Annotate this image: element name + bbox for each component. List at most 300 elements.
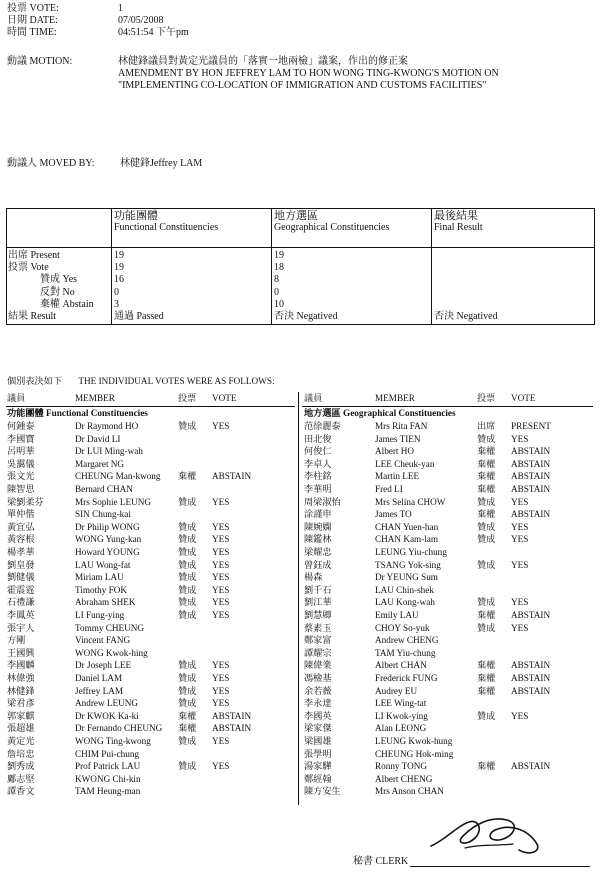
table-border-right (594, 208, 595, 325)
member-name-chinese: 何鍾泰 (7, 421, 35, 431)
clerk-signature (425, 800, 550, 862)
vote-chinese: 贊成 (477, 622, 496, 633)
member-name-chinese: 鄺志堅 (7, 773, 35, 784)
member-row (7, 773, 295, 786)
member-row (7, 722, 295, 735)
member-row (7, 785, 295, 798)
member-name-chinese: 梁君彥 (7, 698, 35, 709)
member-row (304, 773, 594, 786)
member-name-english: Mrs Selina CHOW (375, 496, 446, 507)
vote-english: YES (511, 496, 529, 507)
member-name-chinese: 黃定光 (7, 736, 35, 746)
member-row (304, 710, 594, 723)
vote-chinese: 贊成 (477, 597, 496, 608)
member-name-chinese: 劉千石 (304, 584, 332, 595)
mover-label: 動議人 MOVED BY: (7, 158, 95, 169)
vote-chinese: 贊成 (477, 559, 496, 570)
vote-english: YES (511, 559, 529, 570)
member-row (7, 521, 295, 534)
member-row (7, 622, 295, 635)
member-name-english: Mrs Anson CHAN (375, 786, 444, 797)
member-name-english: CHAN Yuen-han (375, 521, 439, 532)
member-name-english: LAU Kong-wah (375, 597, 435, 608)
vote-chinese: 棄權 (477, 660, 496, 671)
vote-chinese: 棄權 (178, 471, 197, 482)
member-row (304, 634, 594, 647)
member-name-english: Dr David LI (75, 433, 121, 444)
member-name-english: Albert HO (375, 446, 415, 457)
vote-chinese: 贊成 (178, 534, 197, 545)
member-row (304, 521, 594, 534)
member-name-english: Ronny TONG (375, 761, 427, 772)
vote-english: YES (511, 534, 529, 545)
vote-english: ABSTAIN (511, 610, 551, 620)
member-name-chinese: 梁耀忠 (304, 547, 332, 557)
vote-english: ABSTAIN (511, 484, 551, 494)
vote-english: YES (212, 685, 230, 696)
member-name-chinese: 梁國雄 (304, 736, 332, 746)
vote-english: YES (212, 521, 230, 532)
vote-english: ABSTAIN (511, 509, 551, 520)
member-row (7, 735, 295, 748)
vote-chinese: 棄權 (477, 509, 496, 520)
row-abstain-gc: 10 (274, 299, 284, 310)
row-result-final: 否決 Negatived (434, 311, 498, 322)
member-name-chinese: 陳智思 (7, 484, 35, 494)
member-name-english: Bernard CHAN (75, 484, 133, 494)
vote-chinese: 棄權 (477, 761, 496, 772)
member-name-english: Miriam LAU (75, 572, 124, 583)
row-abstain-fc: 3 (114, 299, 119, 310)
vote-chinese: 贊成 (178, 610, 197, 620)
member-name-english: KWONG Chi-kin (75, 773, 141, 784)
member-name-chinese: 李國麟 (7, 660, 35, 671)
vote-english: YES (511, 521, 529, 532)
member-row (304, 546, 594, 559)
vote-english: YES (212, 761, 230, 772)
vote-chinese: 棄權 (477, 458, 496, 469)
member-row (304, 722, 594, 735)
mover-name: 林健鋒Jeffrey LAM (120, 158, 203, 169)
member-name-english: LEUNG Yiu-chung (375, 547, 447, 557)
vote-chinese: 贊成 (178, 559, 197, 570)
vote-chinese: 贊成 (178, 736, 197, 746)
member-name-english: Audrey EU (375, 685, 418, 696)
member-name-chinese: 張文光 (7, 471, 35, 482)
member-row (7, 596, 295, 609)
motion-title-chinese: 林健鋒議員對黃定光議員的「落實一地兩檢」議案，作出的修正案 (118, 56, 408, 67)
member-name-chinese: 陳婉嫻 (304, 521, 332, 532)
member-name-chinese: 吳靄儀 (7, 458, 35, 469)
member-name-english: WONG Ting-kwong (75, 736, 151, 746)
member-name-chinese: 蔡素玉 (304, 622, 332, 633)
member-name-chinese: 何俊仁 (304, 446, 332, 457)
member-name-english: LAU Chin-shek (375, 584, 434, 595)
member-name-english: Emily LAU (375, 610, 419, 620)
member-name-english: CHOY So-yuk (375, 622, 430, 633)
vote-chinese: 贊成 (178, 685, 197, 696)
lists-divider (298, 392, 299, 805)
vote-chinese: 贊成 (477, 710, 496, 721)
vote-chinese: 贊成 (178, 496, 197, 507)
member-row (7, 433, 295, 446)
member-name-chinese: 劉秀成 (7, 761, 35, 772)
member-name-chinese: 陳偉業 (304, 660, 332, 671)
vote-english: ABSTAIN (511, 471, 551, 482)
member-name-english: James TIEN (375, 433, 421, 444)
member-name-chinese: 王國興 (7, 647, 35, 658)
member-name-english: Howard YOUNG (75, 547, 140, 557)
vote-english: YES (511, 710, 529, 721)
member-name-english: LI Kwok-ying (375, 710, 428, 721)
member-name-english: LEE Cheuk-yan (375, 458, 435, 469)
member-name-chinese: 陳鑑林 (304, 534, 332, 545)
member-name-chinese: 劉皇發 (7, 559, 35, 570)
member-row (304, 420, 594, 433)
member-row (304, 559, 594, 572)
member-name-english: Frederick FUNG (375, 673, 438, 683)
header-final-en: Final Result (434, 222, 483, 233)
vote-chinese: 贊成 (477, 433, 496, 444)
vote-chinese: 贊成 (178, 572, 197, 583)
member-name-english: Dr KWOK Ka-ki (75, 710, 139, 721)
member-row (7, 710, 295, 723)
row-present-gc: 19 (274, 250, 284, 261)
member-name-english: LEE Wing-tat (375, 698, 427, 709)
vote-english: ABSTAIN (212, 723, 252, 734)
member-name-chinese: 涂謹申 (304, 509, 332, 520)
member-name-chinese: 劉江華 (304, 597, 332, 608)
member-name-english: Andrew CHENG (375, 635, 439, 646)
member-name-english: Albert CHAN (375, 660, 427, 671)
vote-english: YES (212, 559, 230, 570)
member-name-english: Tommy CHEUNG (75, 622, 145, 633)
member-name-chinese: 郭家麒 (7, 710, 35, 721)
vote-number-label: 投票 VOTE: (7, 3, 59, 14)
gc-member-list (304, 420, 594, 800)
table-col-divider-1 (111, 208, 112, 325)
member-name-chinese: 李鳳英 (7, 610, 35, 620)
vote-chinese: 贊成 (178, 673, 197, 683)
row-vote-fc: 19 (114, 262, 124, 273)
member-row (304, 458, 594, 471)
vote-number: 1 (118, 3, 123, 14)
member-row (304, 596, 594, 609)
member-row (7, 697, 295, 710)
table-border-bottom (6, 324, 595, 325)
member-row (7, 760, 295, 773)
member-name-chinese: 鄭家富 (304, 635, 332, 646)
member-row (304, 609, 594, 622)
member-row (7, 559, 295, 572)
vote-english: ABSTAIN (511, 761, 551, 772)
member-name-chinese: 李永達 (304, 698, 332, 709)
vote-english: ABSTAIN (212, 471, 252, 482)
member-name-chinese: 曾鈺成 (304, 559, 332, 570)
row-present-fc: 19 (114, 250, 124, 261)
member-row (304, 533, 594, 546)
vote-english: YES (511, 622, 529, 633)
member-name-english: LAU Wong-fat (75, 559, 131, 570)
member-name-chinese: 楊森 (304, 572, 323, 583)
vote-english: ABSTAIN (511, 685, 551, 696)
vote-english: ABSTAIN (511, 458, 551, 469)
time-value: 04:51:54 下午pm (118, 27, 189, 38)
table-col-divider-3 (431, 208, 432, 325)
member-row (304, 470, 594, 483)
vote-chinese: 贊成 (178, 421, 197, 431)
row-yes-fc: 16 (114, 274, 124, 285)
fc-section-title: 功能團體 Functional Constituencies (7, 408, 148, 418)
member-name-english: LEUNG Kwok-hung (375, 736, 453, 746)
vote-chinese: 贊成 (178, 584, 197, 595)
vote-chinese: 棄權 (477, 446, 496, 457)
vote-english: YES (212, 547, 230, 557)
member-name-english: Jeffrey LAM (75, 685, 124, 696)
member-row (7, 659, 295, 672)
vote-chinese: 棄權 (477, 471, 496, 482)
member-row (7, 584, 295, 597)
member-name-chinese: 譚耀宗 (304, 647, 332, 658)
table-header-divider (6, 247, 595, 248)
member-row (304, 760, 594, 773)
row-vote-label: 投票 Vote (8, 262, 49, 273)
member-row (7, 483, 295, 496)
member-row (7, 609, 295, 622)
member-name-english: CHIM Pui-chung (75, 748, 140, 759)
vote-chinese: 出席 (477, 421, 496, 431)
date-value: 07/05/2008 (118, 15, 164, 26)
vote-english: YES (511, 597, 529, 608)
vote-chinese: 贊成 (178, 547, 197, 557)
member-name-chinese: 李柱銘 (304, 471, 332, 482)
member-name-english: Dr LUI Ming-wah (75, 446, 143, 457)
member-row (7, 748, 295, 761)
member-name-english: Andrew LEUNG (75, 698, 139, 709)
member-name-english: TSANG Yok-sing (375, 559, 441, 570)
member-name-chinese: 李華明 (304, 484, 332, 494)
motion-label: 動議 MOTION: (7, 56, 73, 67)
member-name-chinese: 林偉強 (7, 673, 35, 683)
member-row (304, 508, 594, 521)
member-row (304, 685, 594, 698)
member-name-chinese: 張超雄 (7, 723, 35, 734)
member-name-chinese: 黃宜弘 (7, 521, 35, 532)
member-row (7, 634, 295, 647)
member-name-chinese: 梁劉柔芬 (7, 496, 44, 507)
member-name-chinese: 余若薇 (304, 685, 332, 696)
member-row (7, 420, 295, 433)
member-row (304, 659, 594, 672)
member-row (304, 647, 594, 660)
vote-chinese: 棄權 (477, 484, 496, 494)
member-name-english: Fred LI (375, 484, 403, 494)
vote-english: YES (212, 660, 230, 671)
member-name-english: James TO (375, 509, 412, 520)
vote-english: ABSTAIN (511, 446, 551, 457)
member-name-english: Dr Joseph LEE (75, 660, 132, 671)
row-vote-gc: 18 (274, 262, 284, 273)
gc-section-title: 地方選區 Geographical Constituencies (304, 408, 456, 418)
member-name-english: Albert CHENG (375, 773, 433, 784)
member-name-chinese: 周梁淑怡 (304, 496, 341, 507)
row-yes-gc: 8 (274, 274, 279, 285)
clerk-label: 秘書 CLERK (353, 856, 409, 867)
member-row (7, 672, 295, 685)
vote-chinese: 棄權 (178, 710, 197, 721)
member-row (7, 533, 295, 546)
member-name-english: TAM Heung-man (75, 786, 141, 797)
vote-chinese: 贊成 (477, 521, 496, 532)
member-row (304, 433, 594, 446)
member-name-english: Dr YEUNG Sum (375, 572, 438, 583)
member-name-english: Prof Patrick LAU (75, 761, 141, 772)
member-name-english: WONG Yung-kan (75, 534, 142, 545)
member-name-english: TAM Yiu-chung (375, 647, 436, 658)
member-row (304, 697, 594, 710)
clerk-signature-line (410, 866, 590, 867)
member-row (304, 748, 594, 761)
member-row (304, 571, 594, 584)
member-name-english: WONG Kwok-hing (75, 647, 148, 658)
row-no-label: 反對 No (40, 287, 75, 298)
vote-chinese: 棄權 (477, 685, 496, 696)
member-name-english: Daniel LAM (75, 673, 123, 683)
member-row (7, 458, 295, 471)
header-geographical-cn: 地方選區 (274, 210, 318, 222)
vote-chinese: 棄權 (178, 723, 197, 734)
vote-english: YES (212, 610, 230, 620)
member-name-english: CHEUNG Hok-ming (375, 748, 454, 759)
member-name-chinese: 馮檢基 (304, 673, 332, 683)
member-name-chinese: 李國英 (304, 710, 332, 721)
row-result-fc: 通過 Passed (114, 311, 164, 322)
fc-member-list (7, 420, 295, 800)
fc-list-header: 議員 MEMBER 投票 VOTE (7, 393, 237, 403)
vote-chinese: 贊成 (178, 521, 197, 532)
member-row (7, 647, 295, 660)
vote-english: ABSTAIN (511, 660, 551, 671)
member-name-chinese: 田北俊 (304, 433, 332, 444)
motion-title-english-2: "IMPLEMENTING CO-LOCATION OF IMMIGRATION AND CUSTOMS FACILITIES" (118, 80, 487, 91)
vote-english: YES (212, 572, 230, 583)
vote-english: YES (212, 597, 230, 608)
header-functional-en: Functional Constituencies (114, 222, 219, 233)
member-name-english: Vincent FANG (75, 635, 131, 646)
row-result-gc: 否決 Negatived (274, 311, 338, 322)
member-name-chinese: 單仲偕 (7, 509, 35, 520)
vote-english: YES (212, 584, 230, 595)
member-row (7, 445, 295, 458)
table-border-left (6, 208, 7, 325)
member-name-chinese: 李國寶 (7, 433, 35, 444)
individual-votes-intro: 個別表決如下 THE INDIVIDUAL VOTES WERE AS FOLLOWS: (7, 376, 275, 386)
member-row (7, 571, 295, 584)
member-row (7, 546, 295, 559)
member-row (7, 508, 295, 521)
member-row (304, 496, 594, 509)
vote-chinese: 贊成 (477, 534, 496, 545)
member-name-english: CHEUNG Man-kwong (75, 471, 161, 482)
vote-chinese: 贊成 (178, 761, 197, 772)
member-name-chinese: 梁家傑 (304, 723, 332, 734)
member-name-english: Margaret NG (75, 458, 125, 469)
member-name-chinese: 湯家驊 (304, 761, 332, 772)
vote-chinese: 棄權 (477, 610, 496, 620)
header-geographical-en: Geographical Constituencies (274, 222, 390, 233)
member-name-english: Mrs Sophie LEUNG (75, 496, 152, 507)
member-row (7, 685, 295, 698)
member-name-chinese: 霍震霆 (7, 584, 35, 595)
vote-english: YES (212, 698, 230, 709)
table-col-divider-2 (271, 208, 272, 325)
date-label: 日期 DATE: (7, 15, 58, 26)
member-name-chinese: 譚香文 (7, 786, 35, 797)
vote-english: YES (212, 534, 230, 545)
vote-chinese: 贊成 (178, 660, 197, 671)
vote-english: ABSTAIN (212, 710, 252, 721)
row-no-fc: 0 (114, 287, 119, 298)
member-name-chinese: 黃容根 (7, 534, 35, 545)
vote-english: ABSTAIN (511, 673, 551, 683)
member-name-english: Dr Philip WONG (75, 521, 140, 532)
member-row (304, 445, 594, 458)
row-abstain-label: 棄權 Abstain (40, 299, 94, 310)
member-name-english: Dr Fernando CHEUNG (75, 723, 163, 734)
member-row (7, 470, 295, 483)
member-name-chinese: 楊孝華 (7, 547, 35, 557)
member-name-english: Martin LEE (375, 471, 420, 482)
row-yes-label: 贊成 Yes (40, 274, 78, 285)
member-name-chinese: 石禮謙 (7, 597, 35, 608)
vote-chinese: 贊成 (178, 698, 197, 709)
member-name-chinese: 詹培忠 (7, 748, 35, 759)
member-row (7, 496, 295, 509)
vote-english: YES (511, 433, 529, 444)
member-row (304, 672, 594, 685)
table-border-top (6, 208, 595, 209)
member-name-english: Timothy FOK (75, 584, 127, 595)
header-final-cn: 最後結果 (434, 210, 478, 222)
vote-english: YES (212, 673, 230, 683)
row-result-label: 結果 Result (8, 311, 57, 322)
member-row (304, 785, 594, 798)
member-name-english: SIN Chung-kai (75, 509, 131, 520)
vote-english: PRESENT (511, 421, 551, 431)
member-name-english: CHAN Kam-lam (375, 534, 439, 545)
vote-chinese: 棄權 (477, 673, 496, 683)
member-name-chinese: 范徐麗泰 (304, 421, 341, 431)
header-functional-cn: 功能團體 (114, 210, 158, 222)
member-name-english: LI Fung-ying (75, 610, 125, 620)
member-name-chinese: 張學明 (304, 748, 332, 759)
member-row (304, 483, 594, 496)
vote-chinese: 贊成 (178, 597, 197, 608)
gc-list-header: 議員 MEMBER 投票 VOTE (304, 393, 536, 403)
member-name-chinese: 呂明華 (7, 446, 35, 457)
member-name-chinese: 劉健儀 (7, 572, 35, 583)
member-name-english: Dr Raymond HO (75, 421, 139, 431)
time-label: 時間 TIME: (7, 27, 57, 38)
row-no-gc: 0 (274, 287, 279, 298)
member-row (304, 735, 594, 748)
member-name-chinese: 林健鋒 (7, 685, 35, 696)
vote-english: YES (212, 496, 230, 507)
motion-title-english-1: AMENDMENT BY HON JEFFREY LAM TO HON WONG TING-KWONG'S MOTION ON (118, 68, 499, 79)
member-name-english: Abraham SHEK (75, 597, 136, 608)
vote-english: YES (212, 421, 230, 431)
vote-chinese: 贊成 (477, 496, 496, 507)
